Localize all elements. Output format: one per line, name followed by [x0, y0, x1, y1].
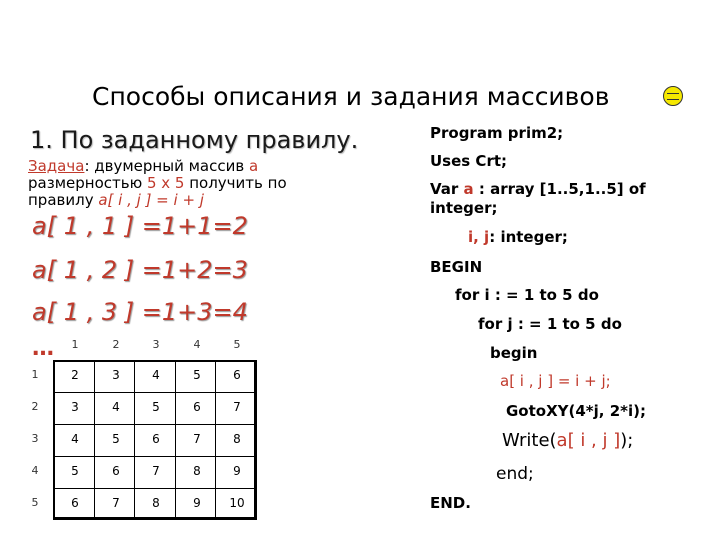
- table-cell: 6: [112, 464, 120, 478]
- code-line: [468, 228, 568, 246]
- code-token: );: [620, 430, 634, 451]
- task-text: размерностью: [28, 174, 147, 192]
- table-divider: [53, 424, 257, 425]
- code-token: a: [463, 180, 474, 198]
- row-header: 5: [31, 496, 39, 509]
- formula-1: a[ 1 , 1 ] =1+1=2: [32, 212, 248, 240]
- table-divider: [215, 360, 216, 520]
- col-header: 3: [152, 338, 160, 351]
- table-cell: 3: [71, 400, 79, 414]
- table-cell: 6: [233, 368, 241, 382]
- table-divider: [94, 360, 95, 520]
- table-cell: 8: [152, 496, 160, 510]
- table-cell: 5: [112, 432, 120, 446]
- code-token: a[ i , j ]: [556, 430, 621, 451]
- slide-title: Способы описания и задания массивов: [92, 82, 610, 111]
- code-line: Program prim2;: [430, 124, 564, 142]
- col-header: 1: [71, 338, 79, 351]
- table-divider: [175, 360, 176, 520]
- code-line: END.: [430, 494, 471, 512]
- row-header: 2: [31, 400, 39, 413]
- code-line: begin: [490, 344, 538, 362]
- task-text: получить по: [184, 174, 287, 192]
- code-token: i, j: [468, 228, 490, 246]
- table-cell: 4: [71, 432, 79, 446]
- table-divider: [53, 456, 257, 457]
- table-cell: 2: [71, 368, 79, 382]
- row-header: 3: [31, 432, 39, 445]
- code-token: Var: [430, 180, 464, 198]
- code-token: : integer;: [489, 228, 568, 246]
- formula-2: a[ 1 , 2 ] =1+2=3: [32, 256, 248, 284]
- table-cell: 7: [112, 496, 120, 510]
- table-cell: 10: [229, 496, 245, 510]
- table-cell: 5: [193, 368, 201, 382]
- table-cell: 3: [112, 368, 120, 382]
- task-description: [28, 158, 287, 209]
- code-line: end;: [496, 464, 534, 484]
- code-line: Uses Crt;: [430, 152, 508, 170]
- task-text: правилу: [28, 191, 99, 209]
- code-line: a[ i , j ] = i + j;: [500, 372, 611, 390]
- table-cell: 9: [193, 496, 201, 510]
- table-cell: 6: [193, 400, 201, 414]
- code-line: for i : = 1 to 5 do: [455, 286, 599, 304]
- table-cell: 8: [193, 464, 201, 478]
- smiley-icon: [663, 86, 683, 106]
- code-line: for j : = 1 to 5 do: [478, 315, 622, 333]
- code-line: [502, 430, 633, 451]
- array-size: 5 х 5: [146, 174, 185, 192]
- row-header: 1: [31, 368, 39, 381]
- code-line: GotoXY(4*j, 2*i);: [506, 402, 646, 420]
- ellipsis: …: [32, 336, 54, 361]
- code-line: [430, 180, 646, 198]
- code-line: integer;: [430, 199, 498, 217]
- table-cell: 8: [233, 432, 241, 446]
- table-cell: 4: [152, 368, 160, 382]
- formula-3: a[ 1 , 3 ] =1+3=4: [32, 298, 248, 326]
- array-name: a: [248, 157, 259, 175]
- task-label: Задача: [28, 157, 85, 175]
- table-cell: 4: [112, 400, 120, 414]
- table-cell: 6: [152, 432, 160, 446]
- col-header: 5: [233, 338, 241, 351]
- table-cell: 5: [71, 464, 79, 478]
- code-token: : array [1..5,1..5] of: [473, 180, 646, 198]
- rule-formula: a[ i , j ] = i + j: [98, 191, 204, 209]
- col-header: 4: [193, 338, 201, 351]
- table-divider: [53, 392, 257, 393]
- table-cell: 7: [233, 400, 241, 414]
- table-cell: 5: [152, 400, 160, 414]
- table-divider: [53, 488, 257, 489]
- table-cell: 7: [193, 432, 201, 446]
- table-cell: 9: [233, 464, 241, 478]
- table-divider: [134, 360, 135, 520]
- row-header: 4: [31, 464, 39, 477]
- col-header: 2: [112, 338, 120, 351]
- code-line: BEGIN: [430, 258, 483, 276]
- table-cell: 6: [71, 496, 79, 510]
- table-cell: 7: [152, 464, 160, 478]
- section-heading: 1. По заданному правилу.: [30, 126, 359, 154]
- task-text: : двумерный массив: [84, 157, 249, 175]
- code-token: Write(: [502, 430, 557, 451]
